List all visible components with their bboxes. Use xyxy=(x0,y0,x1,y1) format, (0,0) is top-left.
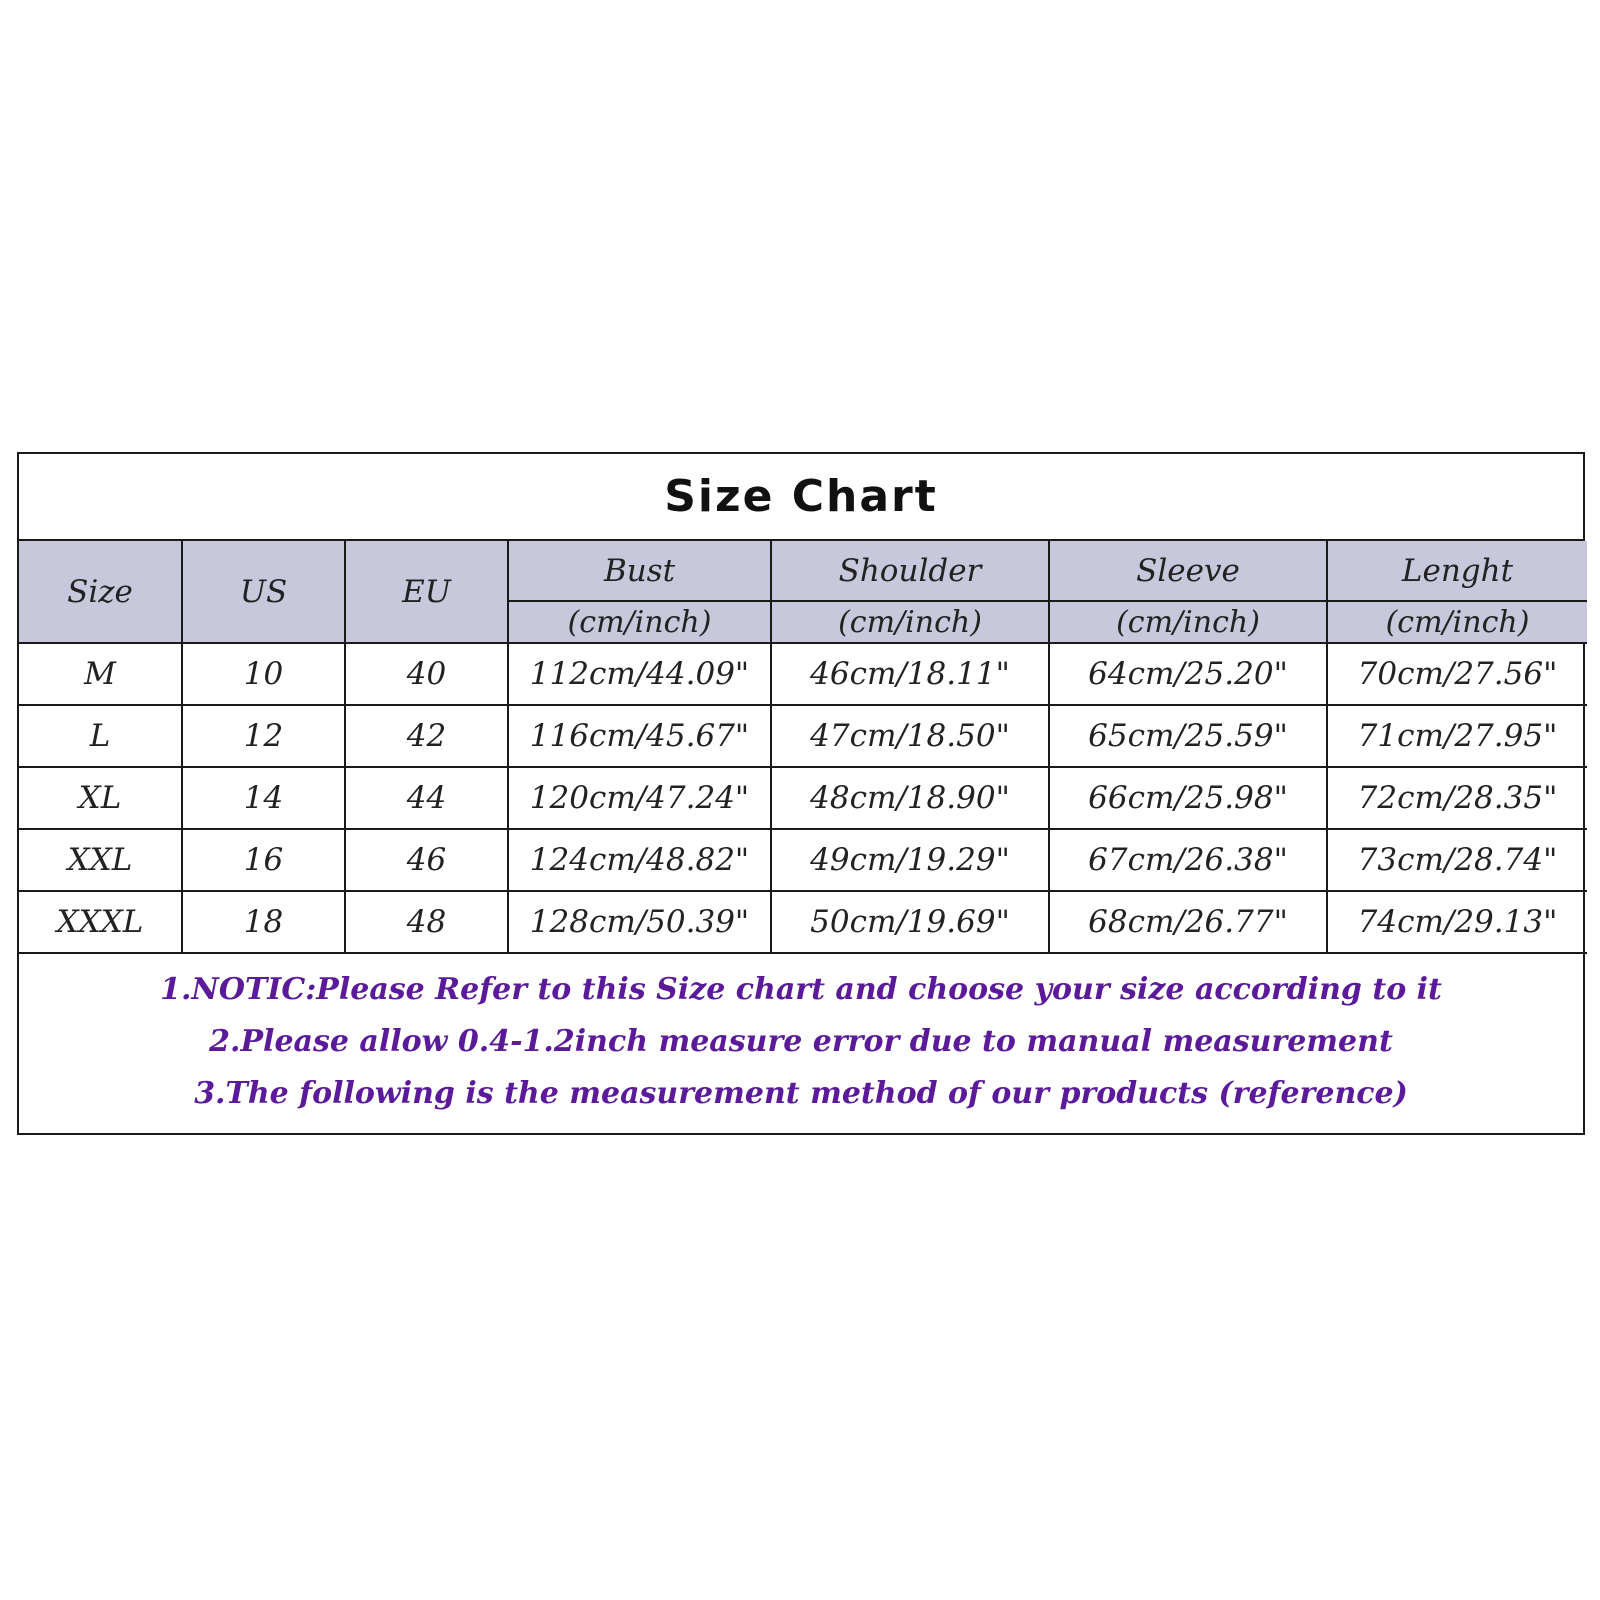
table-row xyxy=(19,705,1587,767)
header-us: US xyxy=(182,541,345,643)
cell-bust: 128cm/50.39" xyxy=(508,891,771,953)
cell-sleeve: 67cm/26.38" xyxy=(1049,829,1327,891)
header-shoulder: Shoulder xyxy=(771,541,1049,601)
cell-size: XXXL xyxy=(19,891,182,953)
cell-length: 74cm/29.13" xyxy=(1327,891,1587,953)
header-bust-unit: (cm/inch) xyxy=(508,601,771,643)
cell-us: 18 xyxy=(182,891,345,953)
cell-sleeve: 65cm/25.59" xyxy=(1049,705,1327,767)
cell-shoulder: 46cm/18.11" xyxy=(771,643,1049,705)
table-row xyxy=(19,829,1587,891)
table-row xyxy=(19,891,1587,953)
cell-us: 12 xyxy=(182,705,345,767)
notes xyxy=(19,950,1583,1133)
table-row xyxy=(19,767,1587,829)
header-shoulder-unit: (cm/inch) xyxy=(771,601,1049,643)
cell-sleeve: 68cm/26.77" xyxy=(1049,891,1327,953)
cell-us: 16 xyxy=(182,829,345,891)
cell-size: XL xyxy=(19,767,182,829)
cell-shoulder: 48cm/18.90" xyxy=(771,767,1049,829)
cell-eu: 44 xyxy=(345,767,508,829)
cell-sleeve: 66cm/25.98" xyxy=(1049,767,1327,829)
header-bust: Bust xyxy=(508,541,771,601)
cell-bust: 112cm/44.09" xyxy=(508,643,771,705)
header-eu: EU xyxy=(345,541,508,643)
cell-length: 71cm/27.95" xyxy=(1327,705,1587,767)
cell-length: 73cm/28.74" xyxy=(1327,829,1587,891)
header-length: Lenght xyxy=(1327,541,1587,601)
cell-bust: 120cm/47.24" xyxy=(508,767,771,829)
header-sleeve: Sleeve xyxy=(1049,541,1327,601)
size-table xyxy=(19,541,1587,954)
header-size: Size xyxy=(19,541,182,643)
note-3: 3.The following is the measurement method of our products (reference) xyxy=(194,1075,1408,1111)
header-length-unit: (cm/inch) xyxy=(1327,601,1587,643)
cell-shoulder: 47cm/18.50" xyxy=(771,705,1049,767)
cell-eu: 46 xyxy=(345,829,508,891)
cell-us: 10 xyxy=(182,643,345,705)
cell-sleeve: 64cm/25.20" xyxy=(1049,643,1327,705)
table-body xyxy=(19,643,1587,953)
note-2: 2.Please allow 0.4-1.2inch measure error due to manual measurement xyxy=(209,1023,1393,1059)
cell-shoulder: 49cm/19.29" xyxy=(771,829,1049,891)
table-row xyxy=(19,643,1587,705)
header-sleeve-unit: (cm/inch) xyxy=(1049,601,1327,643)
cell-size: M xyxy=(19,643,182,705)
cell-eu: 40 xyxy=(345,643,508,705)
cell-length: 70cm/27.56" xyxy=(1327,643,1587,705)
size-chart-frame xyxy=(17,452,1585,1135)
chart-title: Size Chart xyxy=(19,454,1583,541)
cell-eu: 48 xyxy=(345,891,508,953)
cell-size: XXL xyxy=(19,829,182,891)
cell-bust: 124cm/48.82" xyxy=(508,829,771,891)
cell-bust: 116cm/45.67" xyxy=(508,705,771,767)
cell-us: 14 xyxy=(182,767,345,829)
note-1: 1.NOTIC:Please Refer to this Size chart and choose your size according to it xyxy=(160,971,1442,1007)
cell-eu: 42 xyxy=(345,705,508,767)
cell-size: L xyxy=(19,705,182,767)
cell-length: 72cm/28.35" xyxy=(1327,767,1587,829)
cell-shoulder: 50cm/19.69" xyxy=(771,891,1049,953)
